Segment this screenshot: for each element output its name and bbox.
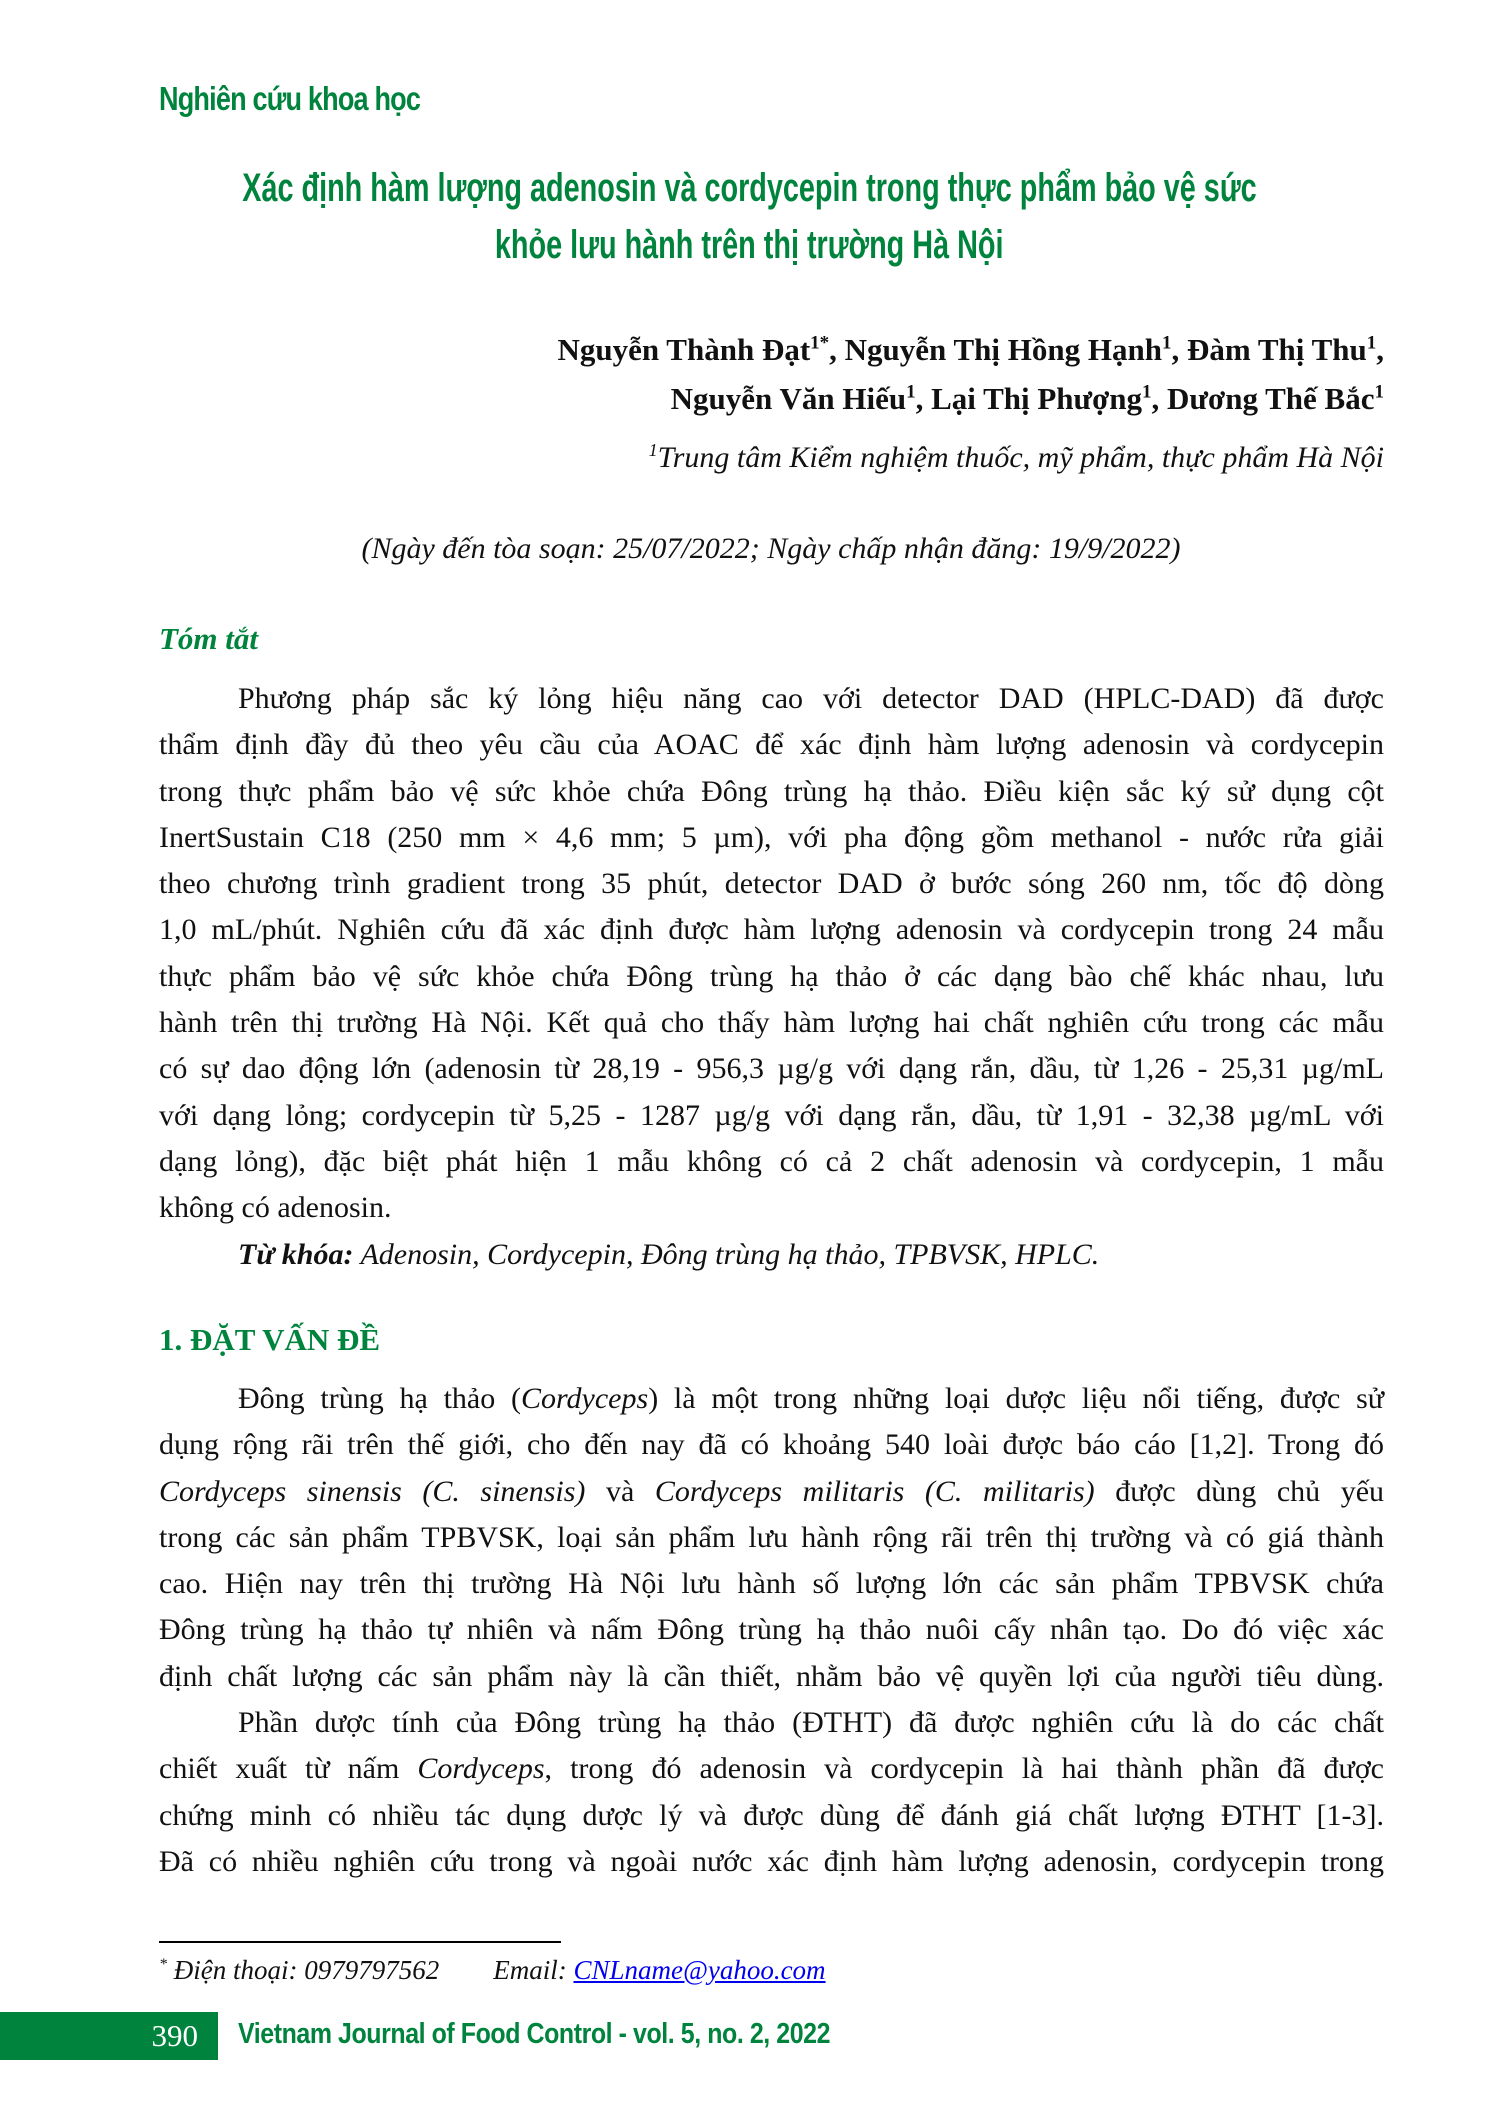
author-affiliation-mark: 1: [906, 381, 916, 403]
text-line: Phương pháp sắc ký lỏng hiệu năng cao với detector DAD (HPLC-DAD) đã được: [238, 682, 1384, 715]
text-line: [159, 1469, 1384, 1515]
text-line: [159, 1654, 1384, 1700]
italic-term: Cordyceps militaris (C. militaris): [654, 1474, 1095, 1508]
text-segment: và: [585, 1474, 655, 1508]
text-line: [159, 1839, 1384, 1885]
text-line: thực phẩm bảo vệ sức khỏe chứa Đông trùng hạ thảo ở các dạng bào chế khác nhau, lưu: [159, 959, 1384, 993]
keywords-text: Adenosin, Cordycepin, Đông trùng hạ thảo, TPBVSK, HPLC.: [353, 1238, 1100, 1271]
email-link[interactable]: CNLname@yahoo.com: [573, 1955, 826, 1985]
text-segment: cao. Hiện nay trên thị trường Hà Nội lưu hành số lượng lớn các sản phẩm TPBVSK chứa: [159, 1567, 1384, 1601]
author-name: ,: [1376, 332, 1384, 367]
title-text: khỏe lưu hành trên thị trường Hà Nội: [494, 223, 1004, 267]
text-line: 1,0 mL/phút. Nghiên cứu đã xác định được hàm lượng adenosin và cordycepin trong 24 mẫu: [159, 913, 1384, 947]
text-line: [159, 1376, 1384, 1422]
text-line: dạng lỏng), đặc biệt phát hiện 1 mẫu không có cả 2 chất adenosin và cordycepin, 1 mẫu: [159, 1144, 1384, 1178]
author-affiliation-mark: 1: [1161, 332, 1172, 354]
text-segment: Đông trùng hạ thảo tự nhiên và nấm Đông trùng hạ thảo nuôi cấy nhân tạo. Do đó việc xác: [159, 1613, 1384, 1647]
article-title-line-1: [0, 166, 1498, 211]
text-line: thẩm định đầy đủ theo yêu cầu của AOAC để xác định hàm lượng adenosin và cordycepin: [159, 728, 1384, 762]
authors-line-2: [671, 381, 1384, 417]
text-line: có sự dao động lớn (adenosin từ 28,19 - 956,3 µg/g với dạng rắn, dầu, từ 1,26 - 25,31 µg/mL: [159, 1052, 1384, 1086]
text-line: [159, 1793, 1384, 1839]
text-line: không có adenosin.: [159, 1191, 392, 1225]
footnote-mark: *: [159, 1956, 167, 1973]
footnote: [159, 1955, 826, 1986]
text-line: với dạng lỏng; cordycepin từ 5,25 - 1287 µg/g với dạng rắn, dầu, từ 1,91 - 32,38 µg/mL với: [159, 1098, 1384, 1132]
text-segment: trong các sản phẩm TPBVSK, loại sản phẩm lưu hành rộng rãi trên thị trường và có giá thành: [159, 1520, 1384, 1554]
text-line: [159, 1422, 1384, 1468]
footnote-divider: [159, 1941, 561, 1943]
text-line: trong thực phẩm bảo vệ sức khỏe chứa Đông trùng hạ thảo. Điều kiện sắc ký sử dụng cột: [159, 774, 1384, 808]
author-name: Nguyễn Thành Đạt: [557, 332, 811, 367]
text-segment: Phần dược tính của Đông trùng hạ thảo (ĐTHT) đã được nghiên cứu là do các chất: [238, 1706, 1384, 1740]
italic-term: Cordyceps sinensis (C. sinensis): [159, 1474, 586, 1508]
section-heading: 1. ĐẶT VẤN ĐỀ: [159, 1322, 381, 1357]
abstract-body: [159, 676, 1384, 1232]
affiliation: [649, 440, 1384, 475]
section-body: [159, 1376, 1384, 1885]
text-segment: chiết xuất từ nấm: [159, 1752, 418, 1786]
author-affiliation-mark: 1: [1142, 381, 1152, 403]
article-title-line-2: [0, 223, 1498, 268]
text-segment: dụng rộng rãi trên thế giới, cho đến nay đã có khoảng 540 loài được báo cáo [1,2]. Trong đó: [159, 1428, 1384, 1462]
text-segment: ) là một trong những loại dược liệu nổi tiếng, được sử: [648, 1382, 1385, 1415]
affiliation-mark: 1: [648, 440, 658, 460]
affiliation-text: Trung tâm Kiểm nghiệm thuốc, mỹ phẩm, thực phẩm Hà Nội: [657, 441, 1384, 474]
title-text: Xác định hàm lượng adenosin và cordycepin trong thực phẩm bảo vệ sức: [241, 166, 1257, 210]
author-name: , Đàm Thị Thu: [1171, 332, 1367, 367]
footnote-email-label: Email:: [493, 1955, 574, 1985]
keywords-label: Từ khóa:: [238, 1238, 354, 1271]
text-line: hành trên thị trường Hà Nội. Kết quả cho thấy hàm lượng hai chất nghiên cứu trong các mẫu: [159, 1006, 1384, 1040]
author-name: Nguyễn Văn Hiếu: [670, 381, 907, 416]
text-line: [159, 1515, 1384, 1561]
text-segment: định chất lượng các sản phẩm này là cần thiết, nhằm bảo vệ quyền lợi của người tiêu dùng.: [159, 1659, 1384, 1693]
journal-name: Vietnam Journal of Food Control - vol. 5, no. 2, 2022: [238, 2018, 831, 2050]
section-header: Nghiên cứu khoa học: [159, 80, 421, 117]
author-name: , Dương Thế Bắc: [1151, 381, 1375, 416]
text-segment: Đông trùng hạ thảo (: [238, 1382, 521, 1415]
keywords: [159, 1232, 1384, 1278]
italic-term: Cordyceps: [520, 1382, 649, 1415]
text-line: theo chương trình gradient trong 35 phút, detector DAD ở bước sóng 260 nm, tốc độ dòng: [159, 867, 1384, 901]
text-segment: chứng minh có nhiều tác dụng dược lý và được dùng để đánh giá chất lượng ĐTHT [1-3].: [159, 1798, 1384, 1832]
text-line: [159, 1561, 1384, 1607]
text-line: [159, 1700, 1384, 1746]
author-affiliation-mark: 1*: [810, 332, 830, 354]
submission-dates: (Ngày đến tòa soạn: 25/07/2022; Ngày chấp nhận đăng: 19/9/2022): [361, 532, 1181, 565]
author-name: , Nguyễn Thị Hồng Hạnh: [829, 332, 1162, 367]
text-segment: , trong đó adenosin và cordycepin là hai thành phần đã được: [544, 1752, 1384, 1786]
page-number: 390: [0, 2012, 218, 2060]
author-affiliation-mark: 1: [1374, 381, 1384, 403]
text-line: [159, 1607, 1384, 1653]
text-line: [159, 1746, 1384, 1792]
author-name: , Lại Thị Phượng: [915, 381, 1143, 416]
italic-term: Cordyceps: [417, 1752, 545, 1786]
text-line: InertSustain C18 (250 mm × 4,6 mm; 5 µm), với pha động gồm methanol - nước rửa giải: [159, 820, 1384, 854]
footnote-phone: Điện thoại: 0979797562: [173, 1955, 440, 1985]
authors-line-1: [557, 332, 1384, 368]
author-affiliation-mark: 1: [1366, 332, 1377, 354]
abstract-heading: Tóm tắt: [159, 621, 259, 656]
text-segment: được dùng chủ yếu: [1094, 1474, 1385, 1508]
text-segment: Đã có nhiều nghiên cứu trong và ngoài nước xác định hàm lượng adenosin, cordycepin trong: [159, 1844, 1384, 1878]
